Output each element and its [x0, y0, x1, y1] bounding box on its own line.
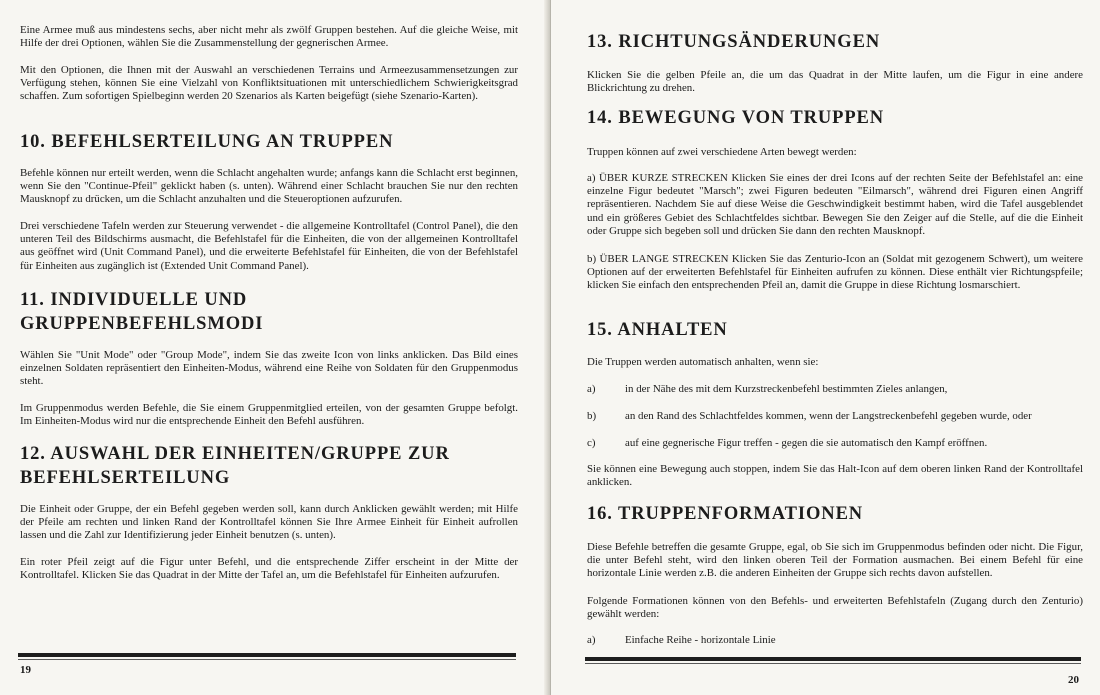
paragraph-select-unit: Die Einheit oder Gruppe, der ein Befehl gegeben werden soll, kann durch Anklicken gewählt werden; mit Hilfe der Pfeile am rechten und linken Rand der Kontrolltafel können Sie Ihre Armee Einheit für Einheit aufrollen lassen und die Zahl zur Identifizierung jeder Einheit benutzen (s. unten).: [20, 503, 518, 542]
paragraph-unit-group-mode: Wählen Sie "Unit Mode" oder "Group Mode", indem Sie das zweite Icon von links anklicken. Das Bild eines einzelnen Soldaten repräsentiert den Einheiten-Modus, während eine Reihe von Soldaten für den Gruppenmodus steht.: [20, 349, 518, 388]
heading-section-16: 16. TRUPPENFORMATIONEN: [587, 504, 864, 524]
heading-section-12-line2: BEFEHLSERTEILUNG: [20, 468, 231, 488]
list-item-text: an den Rand des Schlachtfeldes kommen, wenn der Langstreckenbefehl gegeben wurde, oder: [625, 410, 1032, 422]
list-item-label: a): [587, 634, 596, 646]
paragraph-three-panels: Drei verschiedene Tafeln werden zur Steuerung verwendet - die allgemeine Kontrolltafel (Control Panel), die den unteren Teil des Bildschirms ausmacht, die Befehlstafel für die Einheiten, die von der allgemeinen Kontrolltafel aus geöffnet wird (Unit Command Panel), und die erweiterte Befehlstafel für Einheiten, die von der Befehlstafel für Einheiten aus zugänglich ist (Extended Unit Command Panel).: [20, 220, 518, 272]
heading-section-11-line2: GRUPPENBEFEHLSMODI: [20, 314, 264, 334]
left-page: [0, 0, 549, 695]
heading-section-10: 10. BEFEHLSERTEILUNG AN TRUPPEN: [20, 132, 394, 152]
list-item-label: a): [587, 383, 596, 395]
paragraph-halt-icon: Sie können eine Bewegung auch stoppen, indem Sie das Halt-Icon auf dem oberen linken Rand der Kontrolltafel anklicken.: [587, 463, 1083, 489]
paragraph-group-mode-orders: Im Gruppenmodus werden Befehle, die Sie einem Gruppenmitglied erteilen, von der gesamten Gruppe befolgt. Im Einheiten-Modus wird nur die entsprechende Einheit den Befehl ausführen.: [20, 402, 518, 428]
footer-rule: [18, 653, 516, 657]
paragraph-short-distance: a) ÜBER KURZE STRECKEN Klicken Sie eines der drei Icons auf der rechten Seite der Befehlstafel an: eine einzelne Figur bedeutet "Marsch"; zwei Figuren bedeuten "Eilmarsch", während drei Figuren einen Angriff repräsentieren. Nachdem Sie auf diese Weise die Geschwindigkeit bestimmt haben, wird die Tafel ausgeblendet und ein größeres Gebiet des Schlachtfeldes sichtbar. Bewegen Sie den Zeiger auf die Stelle, auf die die Einheit oder Gruppe sich begeben soll und drücken Sie dann den rechten Mausknopf.: [587, 172, 1083, 237]
page-number: 19: [20, 664, 31, 676]
list-item-text: auf eine gegnerische Figur treffen - gegen die sie automatisch den Kampf eröffnen.: [625, 437, 988, 449]
paragraph-formation-list: Folgende Formationen können von den Befehls- und erweiterten Befehlstafeln (Zugang durch den Zenturio) gewählt werden:: [587, 595, 1083, 621]
paragraph-army-size: Eine Armee muß aus mindestens sechs, aber nicht mehr als zwölf Gruppen bestehen. Auf die gleiche Weise, mit Hilfe der drei Optionen, wählen Sie die Zusammenstellung der gegnerischen Armee.: [20, 24, 518, 50]
paragraph-options: Mit den Optionen, die Ihnen mit der Auswahl an verschiedenen Terrains und Armeezusammensetzungen zur Verfügung stehen, können Sie eine Vielzahl von Konfliktsituationen mit unterschiedlichem Schwierigkeitsgrad schaffen. Zum sofortigen Spielbeginn werden 20 Szenarios als Karten beigefügt (siehe Szenario-Karten).: [20, 64, 518, 103]
heading-section-15: 15. ANHALTEN: [587, 320, 728, 340]
paragraph-turn: Klicken Sie die gelben Pfeile an, die um das Quadrat in der Mitte laufen, um die Figur in eine andere Blickrichtung zu drehen.: [587, 69, 1083, 95]
list-item-text: in der Nähe des mit dem Kurzstreckenbefehl bestimmten Zieles anlangen,: [625, 383, 948, 395]
paragraph-two-ways: Truppen können auf zwei verschiedene Arten bewegt werden:: [587, 146, 857, 158]
paragraph-red-arrow: Ein roter Pfeil zeigt auf die Figur unter Befehl, und die entsprechende Ziffer erscheint in der Mitte der Kontrolltafel. Klicken Sie das Quadrat in der Mitte der Tafel an, um die Befehlstafel für Einheiten aufzurufen.: [20, 556, 518, 582]
list-item-text: Einfache Reihe - horizontale Linie: [625, 634, 776, 646]
heading-section-14: 14. BEWEGUNG VON TRUPPEN: [587, 108, 885, 128]
page-number: 20: [1068, 674, 1079, 686]
paragraph-long-distance: b) ÜBER LANGE STRECKEN Klicken Sie das Zenturio-Icon an (Soldat mit gezogenem Schwert), um weitere Optionen auf der erweiterten Befehlstafel für Einheiten aufrufen zu können. Diese enthält vier Richtungspfeile; klicken Sie einfach den entsprechenden Pfeil an, damit die Gruppe in diese Richtung losmarschiert.: [587, 253, 1083, 292]
list-item-label: c): [587, 437, 596, 449]
footer-thin-rule: [18, 659, 516, 660]
paragraph-formations: Diese Befehle betreffen die gesamte Gruppe, egal, ob Sie sich im Gruppenmodus befinden oder nicht. Die Figur, die unter Befehl steht, wird den linken oberen Teil der Formation ausmachen. Bei einem Befehl für eine horizontale Linie werden z.B. die anderen Einheiten der Gruppe sich rechts davon aufstellen.: [587, 541, 1083, 580]
paragraph-orders-when: Befehle können nur erteilt werden, wenn die Schlacht angehalten wurde; anfangs kann die Schlacht erst beginnen, wenn Sie den "Continue-Pfeil" geklickt haben (s. unten). Während einer Schlacht brauchen Sie nur den rechten Mausknopf zu drücken, um die Schlacht anzuhalten und die Steueroptionen aufzurufen.: [20, 167, 518, 206]
right-page: [551, 0, 1100, 695]
footer-thin-rule: [585, 663, 1081, 664]
list-item-label: b): [587, 410, 597, 422]
heading-section-11-line1: 11. INDIVIDUELLE UND: [20, 290, 248, 310]
heading-section-12-line1: 12. AUSWAHL DER EINHEITEN/GRUPPE ZUR: [20, 444, 450, 464]
paragraph-auto-stop: Die Truppen werden automatisch anhalten, wenn sie:: [587, 356, 819, 368]
footer-rule: [585, 657, 1081, 661]
heading-section-13: 13. RICHTUNGSÄNDERUNGEN: [587, 32, 881, 52]
